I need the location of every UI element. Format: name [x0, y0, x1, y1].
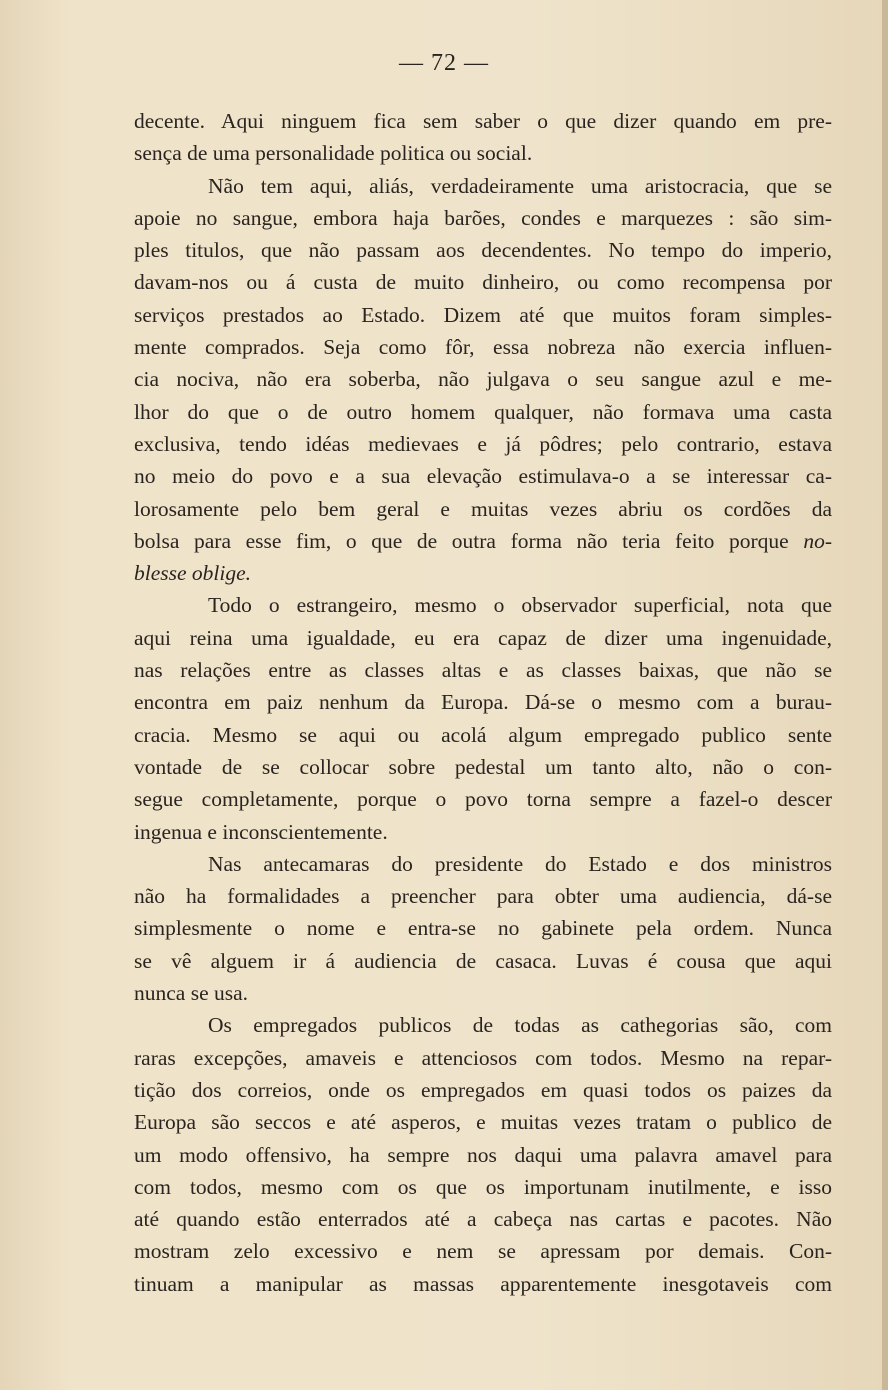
text-line: Os empregados publicos de todas as cathegorias são, com	[208, 1013, 832, 1038]
text-line: apoie no sangue, embora haja barões, condes e marquezes : são sim-	[134, 205, 832, 230]
text-line: Nas antecamaras do presidente do Estado e dos ministros	[208, 851, 832, 876]
text-line: blesse oblige.	[134, 561, 252, 586]
text-line: se vê alguem ir á audiencia de casaca. Luvas é cousa que aqui	[134, 948, 832, 973]
text-line: lhor do que o de outro homem qualquer, não formava uma casta	[134, 399, 832, 424]
text-line: aqui reina uma igualdade, eu era capaz de dizer uma ingenuidade,	[134, 625, 832, 650]
text-line: davam-nos ou á custa de muito dinheiro, ou como recompensa por	[134, 270, 832, 295]
text-line: decente. Aqui ninguem fica sem saber o que dizer quando em pre-	[134, 109, 832, 133]
text-line: nas relações entre as classes altas e as classes baixas, que não se	[134, 658, 832, 683]
page-edge-shadow	[882, 0, 888, 1390]
text-line: mente comprados. Seja como fôr, essa nobreza não exercia influen-	[134, 335, 832, 360]
text-line: vontade de se collocar sobre pedestal um tanto alto, não o con-	[134, 754, 832, 779]
text-line: um modo offensivo, ha sempre nos daqui uma palavra amavel para	[134, 1142, 832, 1167]
text-line: simplesmente o nome e entra-se no gabinete pela ordem. Nunca	[134, 916, 832, 941]
text-line-with-italic	[134, 525, 832, 557]
text-line: com todos, mesmo com os que os importunam inutilmente, e isso	[134, 1174, 832, 1199]
text-line: não ha formalidades a preencher para obter uma audiencia, dá-se	[134, 884, 832, 909]
text-line: segue completamente, porque o povo torna sempre a fazel-o descer	[134, 787, 832, 812]
text-line: tinuam a manipular as massas apparentemente inesgotaveis com	[134, 1271, 832, 1296]
page-number: — 72 —	[399, 50, 489, 76]
text-line: até quando estão enterrados até a cabeça nas cartas e pacotes. Não	[134, 1207, 832, 1232]
text-line: cracia. Mesmo se aqui ou acolá algum empregado publico sente	[134, 722, 832, 747]
text-line: cia nociva, não era soberba, não julgava o seu sangue azul e me-	[134, 367, 832, 392]
text-line: encontra em paiz nenhum da Europa. Dá-se o mesmo com a burau-	[134, 690, 832, 715]
text-line-part: bolsa para esse fim, o que de outra forma não teria feito porque	[134, 528, 789, 553]
text-line: mostram zelo excessivo e nem se apressam por demais. Con-	[134, 1239, 832, 1264]
text-line: Europa são seccos e até asperos, e muitas vezes tratam o publico de	[134, 1110, 832, 1135]
text-line: ingenua e inconscientemente.	[134, 819, 388, 844]
body-text	[134, 105, 832, 1300]
text-line: Não tem aqui, aliás, verdadeiramente uma aristocracia, que se	[208, 173, 832, 198]
text-line: ples titulos, que não passam aos decendentes. No tempo do imperio,	[134, 238, 832, 263]
text-line: serviços prestados ao Estado. Dizem até que muitos foram simples-	[134, 302, 832, 327]
text-line: raras excepções, amaveis e attenciosos com todos. Mesmo na repar-	[134, 1045, 832, 1070]
text-line: tição dos correios, onde os empregados em quasi todos os paizes da	[134, 1077, 832, 1102]
text-line: exclusiva, tendo idéas medievaes e já pôdres; pelo contrario, estava	[134, 431, 832, 456]
text-line: nunca se usa.	[134, 981, 249, 1006]
italic-fragment: no-	[803, 528, 832, 553]
text-line: Todo o estrangeiro, mesmo o observador superficial, nota que	[208, 593, 832, 618]
text-line: sença de uma personalidade politica ou social.	[134, 141, 533, 166]
text-line: lorosamente pelo bem geral e muitas vezes abriu os cordões da	[134, 496, 832, 521]
text-line: no meio do povo e a sua elevação estimulava-o a se interessar ca-	[134, 464, 832, 489]
